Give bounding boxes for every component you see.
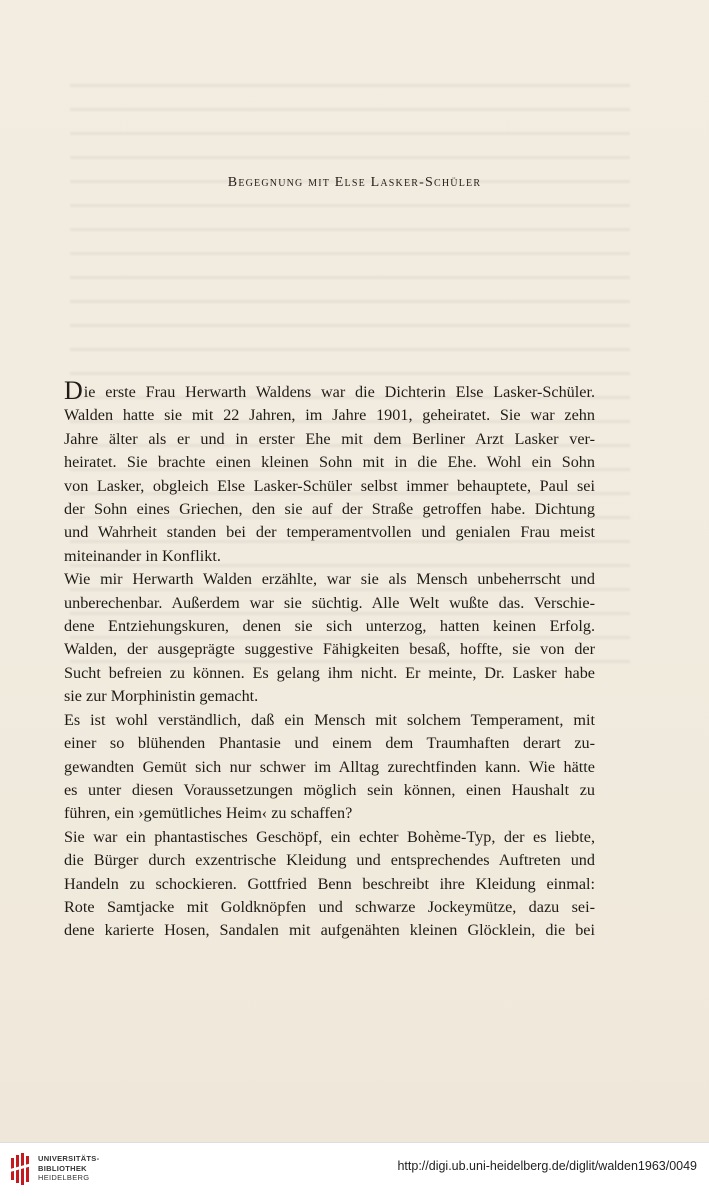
text-line: Walden hatte sie mit 22 Jahren, im Jahre 1901, geheiratet. Sie war zehn [64, 406, 595, 425]
text-line: Handeln zu schockieren. Gottfried Benn beschreibt ihre Kleidung einmal: [64, 874, 595, 893]
text-line: Jahre älter als er und in erster Ehe mit dem Berliner Arzt Lasker ver- [64, 429, 595, 448]
text-line: es unter diesen Voraussetzungen möglich sein können, einen Haushalt zu [64, 780, 595, 799]
text-line: sie zur Morphinistin gemacht. [64, 687, 259, 706]
chapter-heading: Begegnung mit Else Lasker-Schüler [227, 175, 482, 190]
viewer-footer [0, 1142, 709, 1196]
library-crest-icon [10, 1152, 32, 1186]
drop-cap: D [64, 376, 83, 405]
text-line: und Wahrheit standen bei der temperamentvollen und genialen Frau meist [64, 523, 595, 542]
text-line: Die erste Frau Herwarth Waldens war die Dichterin Else Lasker-Schüler. [64, 376, 595, 405]
text-line: Rote Samtjacke mit Goldknöpfen und schwarze Jockeymütze, dazu sei- [64, 897, 595, 916]
text-line: der Sohn eines Griechen, den sie auf der Straße getroffen habe. Dichtung [64, 500, 595, 519]
text-line: unberechenbar. Außerdem war sie süchtig. Alle Welt wußte das. Verschie- [64, 593, 595, 612]
text-line: dene karierte Hosen, Sandalen mit aufgenähten kleinen Glöcklein, die bei [64, 921, 595, 940]
text-line: die Bürger durch exzentrische Kleidung und entsprechendes Auftreten und [64, 851, 595, 870]
text-line: heiratet. Sie brachte einen kleinen Sohn mit in die Ehe. Wohl ein Sohn [64, 453, 595, 472]
body-text [64, 376, 595, 943]
text-line: Walden, der ausgeprägte suggestive Fähigkeiten besaß, hoffte, sie von der [64, 640, 595, 659]
page-url[interactable]: http://digi.ub.uni-heidelberg.de/diglit/walden1963/0049 [397, 1159, 697, 1173]
text-line: dene Entziehungskuren, denen sie sich unterzog, hatten keinen Erfolg. [64, 617, 595, 636]
text-line: führen, ein ›gemütliches Heim‹ zu schaffen? [64, 804, 353, 823]
text-line: Wie mir Herwarth Walden erzählte, war sie als Mensch unbeherrscht und [64, 570, 595, 589]
text-line: von Lasker, obgleich Else Lasker-Schüler selbst immer behauptete, Paul sei [64, 476, 595, 495]
library-name: UNIVERSITÄTS- BIBLIOTHEK HEIDELBERG [38, 1154, 100, 1182]
text-line: Sie war ein phantastisches Geschöpf, ein echter Bohème-Typ, der es liebte, [64, 827, 595, 846]
text-line: einer so blühenden Phantasie und einem dem Traumhaften derart zu- [64, 734, 595, 753]
text-line: Es ist wohl verständlich, daß ein Mensch mit solchem Temperament, mit [64, 710, 595, 729]
text-line: Sucht befreien zu können. Es gelang ihm nicht. Er meinte, Dr. Lasker habe [64, 663, 595, 682]
text-line: gewandten Gemüt sich nur schwer im Alltag zurechtfinden kann. Wie hätte [64, 757, 595, 776]
text-line: miteinander in Konflikt. [64, 546, 221, 565]
